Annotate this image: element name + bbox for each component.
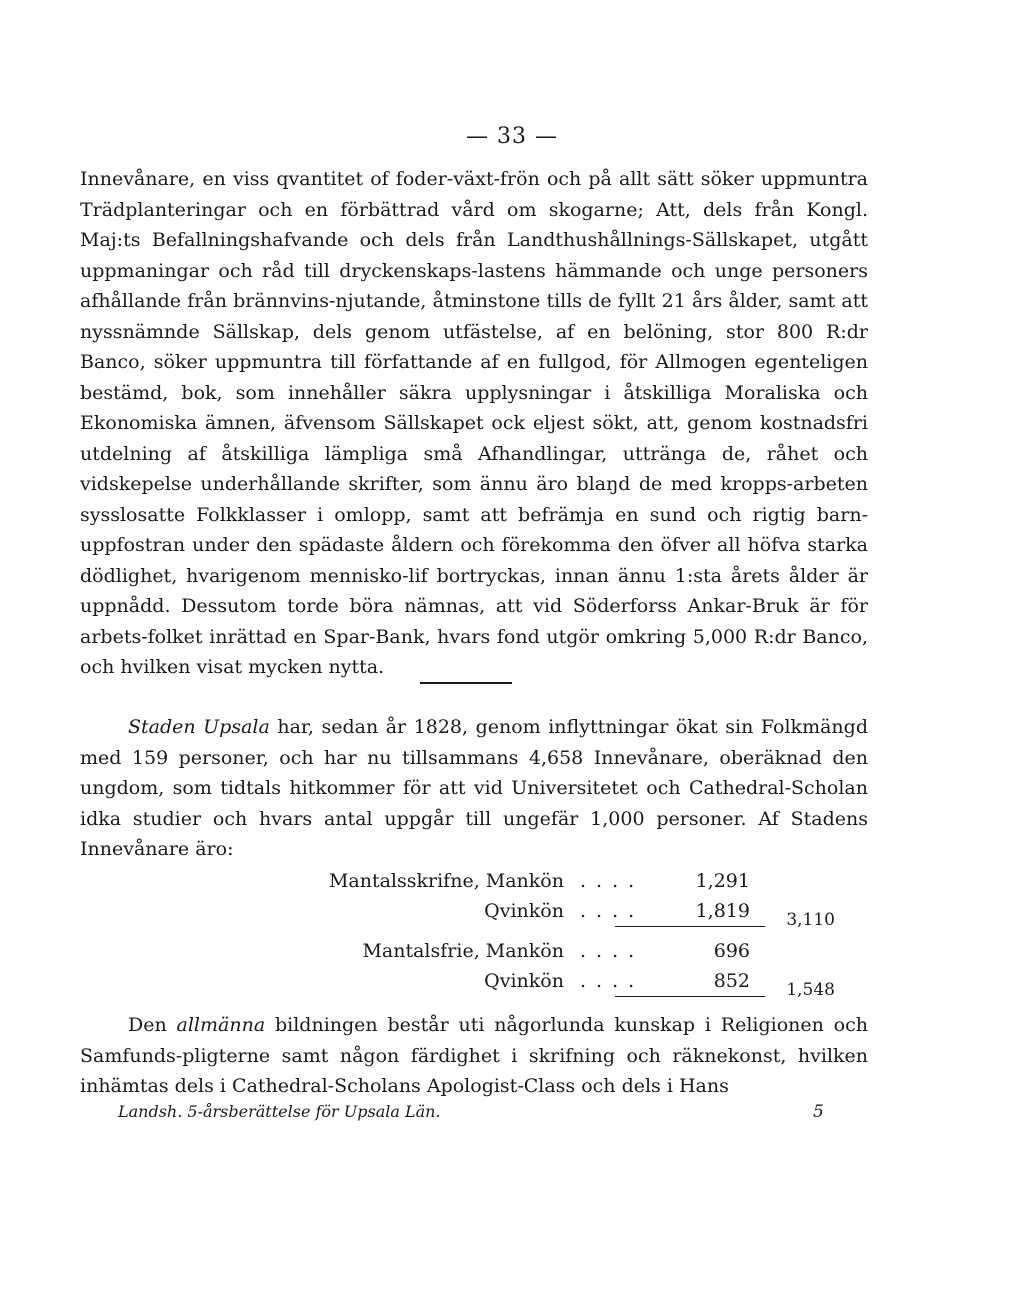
footer-sheet-mark: 5 [813, 1102, 824, 1122]
row-value: 1,819 [695, 900, 750, 922]
row-leader-dots: .... [580, 970, 645, 992]
row-label: Mantalsskrifne, Mankön [328, 870, 564, 892]
row-label: Qvinkön [484, 970, 564, 992]
subtotal-value: 3,110 [786, 910, 835, 930]
row-value: 852 [713, 970, 750, 992]
row-label: Qvinkön [484, 900, 564, 922]
row-label: Mantalsfrie, Mankön [362, 940, 564, 962]
section-divider [420, 682, 512, 684]
paragraph-2-text: har, sedan år 1828, genom inflyttningar ökat sin Folkmängd med 159 personer, och har nu tillsammans 4,658 Innevånare, oberäknad den ungdom, som tidtals hitkommer för att vid Universitetet och Cathedral-Scholan idka studier och hvars antal uppgår till ungefär 1,000 personer. Af Stadens Innevånare äro: [80, 716, 868, 860]
paragraph-3 [80, 1010, 868, 1102]
footer-signature: Landsh. 5-årsberättelse för Upsala Län. [118, 1102, 441, 1121]
paragraph-3-text: bildningen består uti någorlunda kunskap i Religionen och Samfunds-pligterne samt någon färdighet i skrifning och räknekonst, hvilken inhämtas dels i Cathedral-Scholans Apologist-Class och dels i Hans [80, 1014, 868, 1097]
paragraph-2-italic-lead: Staden Upsala [128, 716, 270, 738]
table-row [80, 866, 868, 896]
row-leader-dots: .... [580, 900, 645, 922]
paragraph-2 [80, 712, 868, 865]
table-row [80, 936, 868, 966]
paragraph-3-italic: allmänna [176, 1014, 266, 1036]
paragraph-1-text: Innevånare, en viss qvantitet of foder-växt-frön och på allt sätt söker uppmuntra Trädplanteringar och en förbättrad vård om skogarne; Att, dels från Kongl. Maj:ts Befallningshafvande och dels från Landthushållnings-Sällskapet, utgått uppmaningar och råd till dryckenskaps-lastens hämmande och unge personers afhållande från brännvins-njutande, åtminstone tills de fyllt 21 års ålder, samt att nyssnämnde Sällskap, dels genom utfästelse, af en belöning, stor 800 R:dr Banco, söker uppmuntra till författande af en fullgod, för Allmogen egenteligen bestämd, bok, som innehåller säkra upplysningar i åtskilliga Moraliska och Ekonomiska ämnen, äfvensom Sällskapet ock eljest sökt, att, genom kostnadsfri utdelning af åtskilliga lämpliga små Afhandlingar, uttränga de, råhet och vidskepelse underhållande skrifter, som ännu äro blaŋd de med kropps-arbeten sysslosatte Folkklasser i omlopp, samt att befrämja en sund och rigtig barn-uppfostran under den spädaste åldern och förekomma den öfver all höfva starka dödlighet, hvarigenom mennisko-lif bortryckas, innan ännu 1:sta årets ålder är uppnådd. Dessutom torde böra nämnas, att vid Söderforss Ankar-Bruk är för arbets-folket inrättad en Spar-Bank, hvars fond utgör omkring 5,000 R:dr Banco, och hvilken visat mycken nytta. [80, 168, 868, 678]
paragraph-1 [80, 164, 868, 683]
row-value: 696 [713, 940, 750, 962]
page-number: — 33 — [466, 124, 558, 149]
row-leader-dots: .... [580, 940, 645, 962]
paragraph-3-lead: Den [128, 1014, 167, 1036]
row-value: 1,291 [695, 870, 750, 892]
row-leader-dots: .... [580, 870, 645, 892]
subtotal-value: 1,548 [786, 980, 835, 1000]
